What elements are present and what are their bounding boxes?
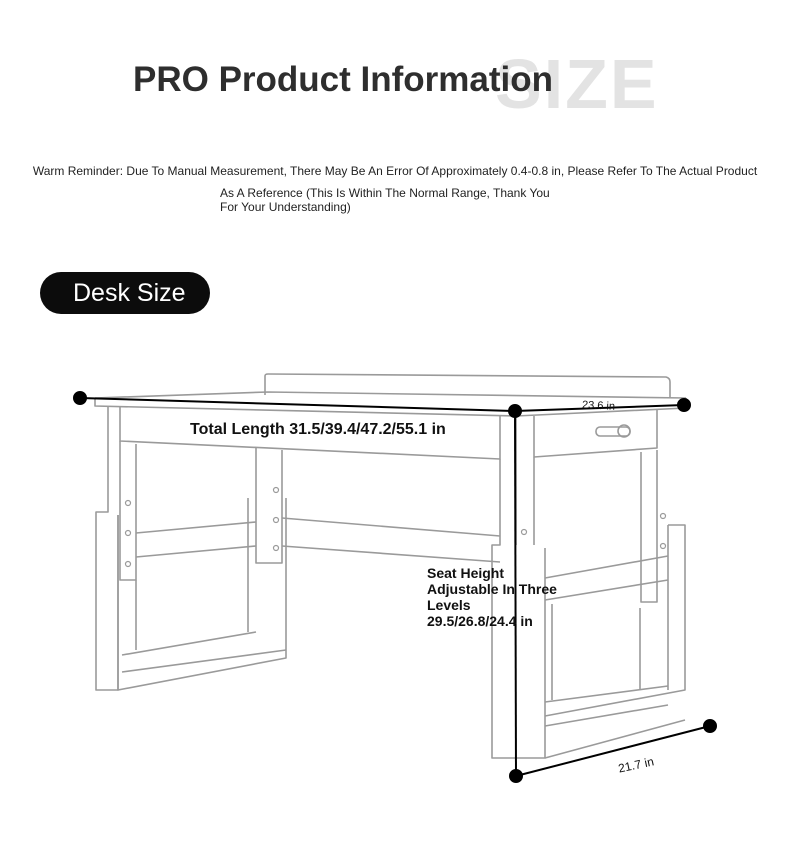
floor-dot: [510, 770, 522, 782]
depth-end-dot: [678, 399, 690, 411]
seat-height-values: 29.5/26.8/24.4 in: [427, 613, 533, 629]
warm-reminder-line-1: Warm Reminder: Due To Manual Measurement, There May Be An Error Of Approximately 0.4-0.8 in, Please Refer To The Actual Product: [32, 164, 758, 178]
warm-reminder-line-2: As A Reference (This Is Within The Normal Range, Thank You For Your Understanding): [220, 186, 550, 214]
total-length-start-dot: [74, 392, 86, 404]
desk-size-section-pill: Desk Size: [40, 272, 210, 314]
total-length-label: Total Length 31.5/39.4/47.2/55.1 in: [190, 421, 446, 438]
foot-depth-label: 21.7 in: [616, 754, 656, 776]
depth-label: 23.6 in: [581, 399, 616, 413]
seat-height-title: Seat Height Adjustable In Three Levels: [427, 565, 557, 613]
page-title: PRO Product Information: [133, 60, 553, 99]
foot-depth-end-dot: [704, 720, 716, 732]
corner-dot: [509, 405, 521, 417]
size-watermark: SIZE: [495, 45, 659, 123]
seat-height-label: [427, 565, 567, 629]
